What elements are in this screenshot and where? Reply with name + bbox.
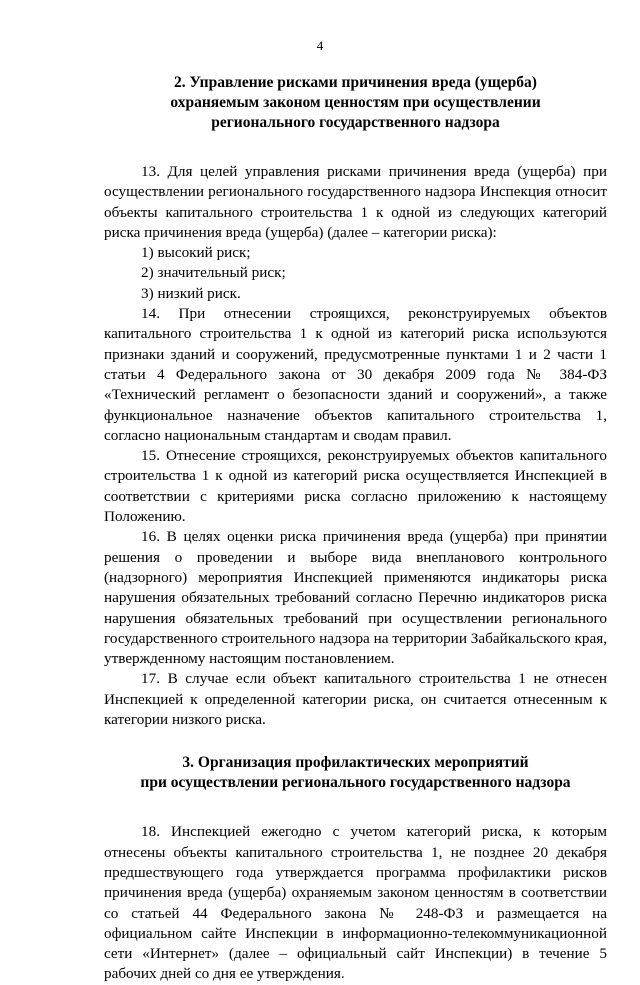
document-body bbox=[104, 70, 607, 985]
section-2-heading-line-3: регионального государственного надзора bbox=[211, 114, 500, 131]
paragraph-16: 16. В целях оценки риска причинения вреда (ущерба) при принятии решения о проведении и выборе вида внепланового контрольного (надзорного) мероприятия Инспекцией применяются индикаторы риска нарушения обязательных требований согласно Перечню индикаторов риска нарушения обязательных требований при осуществлении регионального государственного строительного надзора на территории Забайкальского края, утвержденному настоящим постановлением. bbox=[104, 528, 607, 668]
section-3-heading-line-2: при осуществлении регионального государственного надзора bbox=[140, 774, 571, 792]
paragraph-13: 13. Для целей управления рисками причинения вреда (ущерба) при осуществлении регионального государственного надзора Инспекция относит объекты капитального строительства 1 к одной из следующих категорий риска причинения вреда (ущерба) (далее – категории риска): bbox=[104, 163, 607, 241]
section-2-heading-line-2: охраняемым законом ценностям при осуществлении bbox=[170, 94, 541, 111]
risk-category-item-significant: 2) значительный риск; bbox=[141, 264, 286, 282]
paragraph-18: 18. Инспекцией ежегодно с учетом категорий риска, к которым отнесены объекты капитального строительства 1, не позднее 20 декабря предшествующего года утверждается программа профилактики рисков причинения вреда (ущерба) охраняемым законом ценностям в соответствии со статьей 44 Федерального закона № 248-ФЗ и размещается на официальном сайте Инспекции в информационно-телекоммуникационной сети «Интернет» (далее – официальный сайт Инспекции) в течение 5 рабочих дней со дня ее утверждения. bbox=[104, 823, 607, 983]
paragraph-17: 17. В случае если объект капитального строительства 1 не отнесен Инспекцией к определенной категории риска, он считается отнесенным к категории низкого риска. bbox=[104, 670, 607, 729]
paragraph-14: 14. При отнесении строящихся, реконструируемых объектов капитального строительства 1 к одной из категорий риска используются признаки зданий и сооружений, предусмотренные пунктами 1 и 2 части 1 статьи 4 Федерального закона от 30 декабря 2009 года № 384-ФЗ «Технический регламент о безопасности зданий и сооружений», а также функциональное назначение объектов капитального строительства 1, согласно национальным стандартам и сводам правил. bbox=[104, 305, 607, 444]
page-number: 4 bbox=[316, 38, 324, 53]
paragraph-15: 15. Отнесение строящихся, реконструируемых объектов капитального строительства 1 к одной из категорий риска осуществляется Инспекцией в соответствии с критериями риска согласно приложению к настоящему Положению. bbox=[104, 447, 607, 526]
section-2-heading bbox=[104, 73, 607, 133]
section-3-heading-line-1: 3. Организация профилактических мероприятий bbox=[182, 754, 529, 772]
section-2-heading-line-1: 2. Управление рисками причинения вреда (ущерба) bbox=[174, 74, 537, 91]
risk-category-item-low: 3) низкий риск. bbox=[141, 284, 241, 302]
risk-category-item-high: 1) высокий риск; bbox=[141, 244, 251, 262]
section-3-heading bbox=[104, 753, 607, 793]
